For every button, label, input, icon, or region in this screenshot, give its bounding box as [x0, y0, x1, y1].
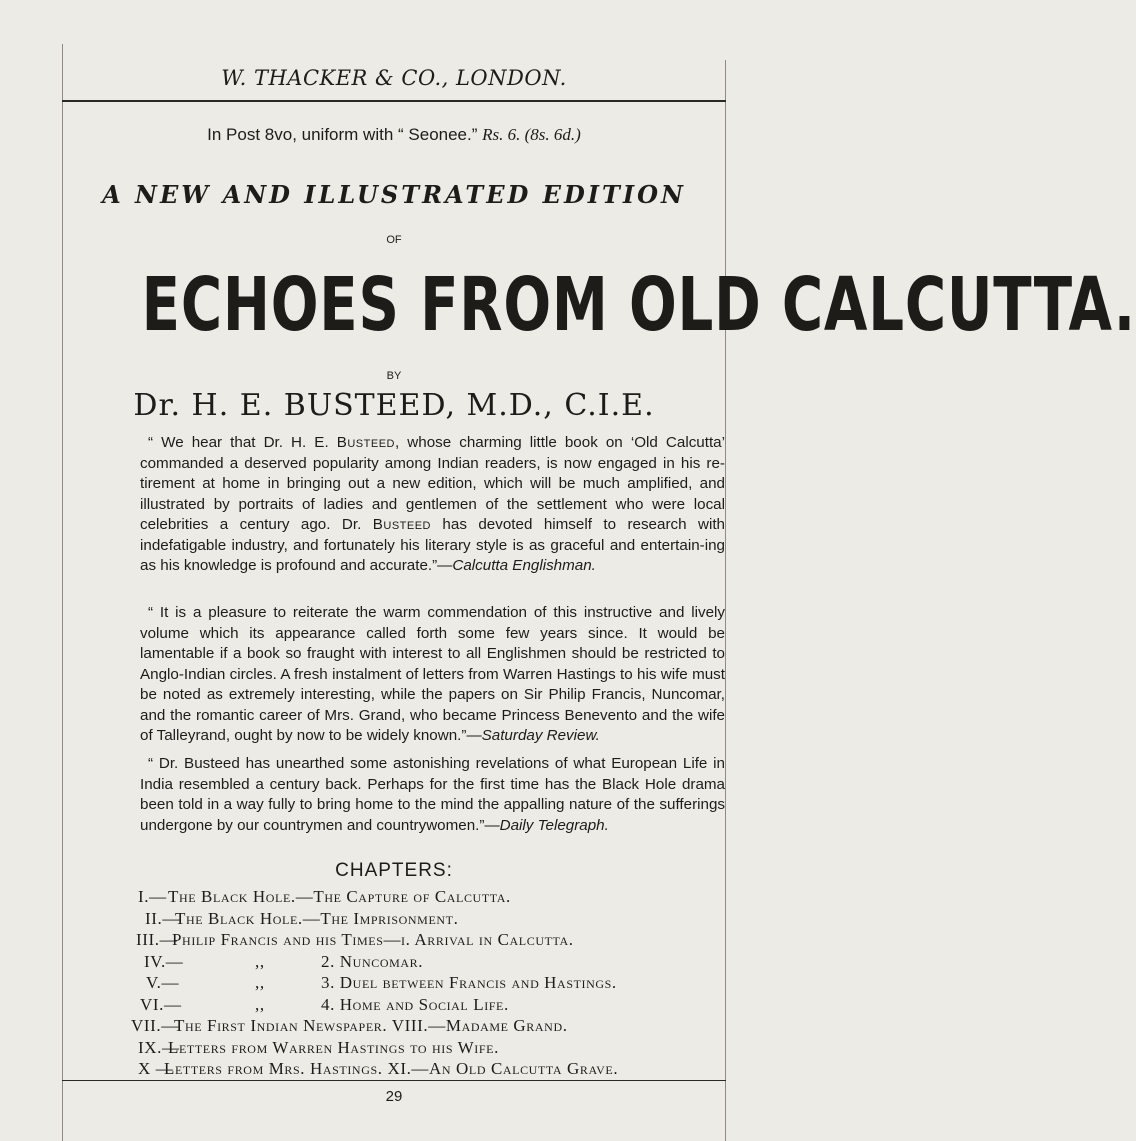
chapter-item: I.— The Black Hole.—The Capture of Calcutta. — [138, 887, 511, 906]
edition-price: Rs. 6. (8s. 6d.) — [482, 125, 581, 144]
review-daily-telegraph: “ Dr. Busteed has unearthed some astonishing revelations of what European Life in India resembled a century back. Perhaps for the first time has the Black Hole drama been told in a way fully to bring home to the mind the appalling nature of the sufferings undergone by our countrymen and countrywomen.”—Daily Telegraph. — [140, 755, 725, 834]
header-rule — [62, 100, 726, 102]
by-label: BY — [386, 370, 402, 382]
chapter-item: III.— Philip Francis and his Times—i. Arrival in Calcutta. — [136, 930, 574, 949]
book-title: ECHOES FROM OLD CALCUTTA. — [141, 262, 1136, 348]
chapter-item: X — Letters from Mrs. Hastings. XI.—An Old Calcutta Grave. — [138, 1059, 619, 1078]
chapter-item: II.— The Black Hole.—The Imprisonment. — [145, 908, 459, 928]
chapter-item: V.— ,, 3. Duel between Francis and Hastings. — [146, 973, 617, 992]
author-line: Dr. H. E. BUSTEED, M.D., C.I.E. — [133, 388, 655, 423]
review-source: Calcutta Englishman. — [452, 557, 596, 574]
review-saturday-review: “ It is a pleasure to reiterate the warm commendation of this instructive and lively volume which its appearance called forth some few years since. It would be lamentable if a book so fraught with interest to all Englishmen should be restricted to Anglo-Indian circles. A fresh instalment of letters from Warren Hastings to his wife must be noted as extremely interesting, while the papers on Sir Philip Francis, Nuncomar, and the romantic career of Mrs. Grand, who became Princess Benevento and the wife of Talleyrand, ought by now to be widely known.”—Saturday Review. — [140, 604, 725, 744]
review-source: Saturday Review. — [481, 727, 600, 744]
chapter-item: VI.— ,, 4. Home and Social Life. — [140, 994, 509, 1014]
publisher-header: W. THACKER & CO., LONDON. — [221, 66, 567, 90]
edition-headline: A NEW AND ILLUSTRATED EDITION — [102, 180, 686, 209]
chapters-heading: CHAPTERS: — [335, 860, 453, 881]
review-calcutta-englishman: “ We hear that Dr. H. E. Busteed, whose charming little book on ‘Old Calcutta’ commanded a deserved popularity among Indian readers, is now engaged in his re-tirement at home in bringing out a new edition, which will be much amplified, and illustrated by portraits of ladies and gentlemen of the settlement who were local celebrities a century ago. Dr. Busteed has devoted himself to research with indefatigable industry, and fortunately his literary style is as graceful and entertain-ing as his knowledge is profound and accurate.”—Calcutta Englishman. — [140, 434, 725, 574]
chapter-list — [131, 886, 738, 1080]
of-label: OF — [386, 234, 402, 246]
edition-prefix: In Post 8vo, uniform with “ Seonee.” — [207, 125, 478, 144]
page-number: 29 — [385, 1088, 403, 1105]
chapter-item: IX.— Letters from Warren Hastings to his Wife. — [138, 1037, 499, 1057]
edition-line — [62, 125, 726, 145]
chapter-item: IV.— ,, 2. Nuncomar. — [144, 951, 424, 971]
review-source: Daily Telegraph. — [499, 816, 609, 834]
chapter-item: VII.— The First Indian Newspaper. VIII.—Madame Grand. — [131, 1016, 568, 1035]
footer-rule — [62, 1080, 726, 1081]
